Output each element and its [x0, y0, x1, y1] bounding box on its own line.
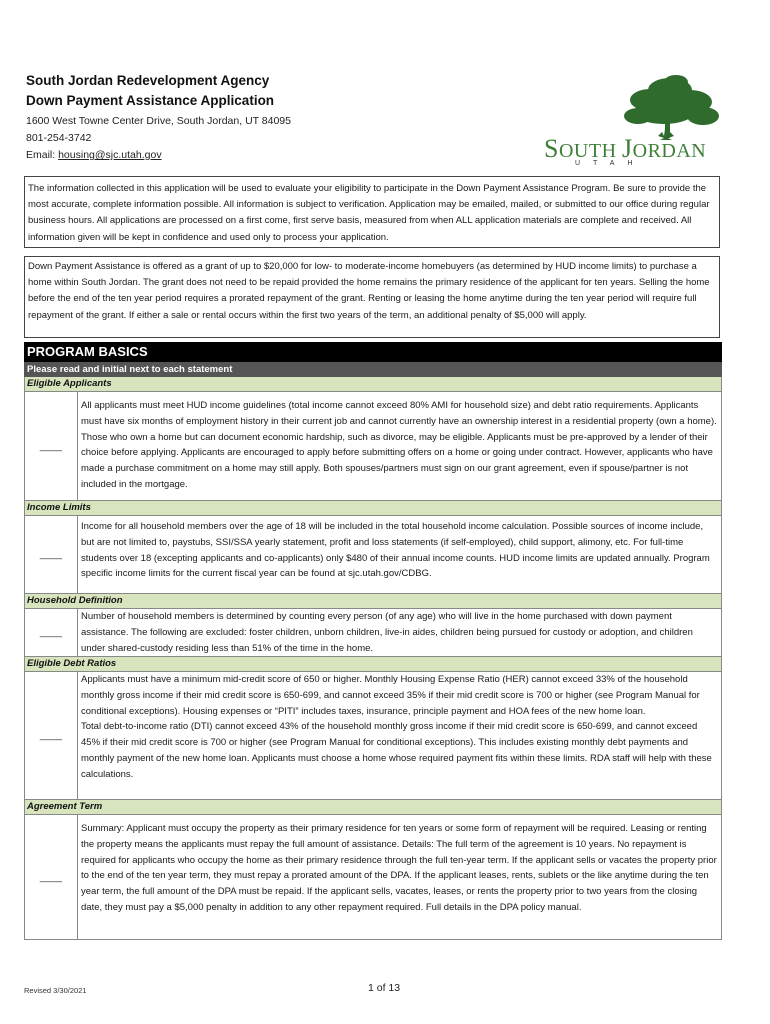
phone: 801-254-3742	[26, 132, 92, 144]
statement-row-household-definition	[24, 609, 722, 656]
statement-text: All applicants must meet HUD income guidelines (total income cannot exceed 80% AMI for household size) and debt ratio requirements. Applicants must have six months of employment history in their current job and cannot currently have an ownership interest in a residential property (own a home). Those who own a home but can document economic hardship, such as divorce, may be eligible. Applicants must be pre-approved by a lender of their choice before applying. Applicants are encouraged to apply before submitting offers on a home or going under contract. However, applicants who have made a purchase commitment on a home may still apply. Both spouses/partners must sign on our grant agreement, even if spouse/partner is not included in the mortgage.	[81, 400, 717, 490]
page-number: 1 of 13	[368, 982, 401, 994]
statement-text	[78, 672, 721, 799]
section-agreement-term: Agreement Term	[24, 799, 722, 815]
section-household-definition: Household Definition	[24, 593, 722, 609]
initial-field[interactable]: ____	[25, 672, 78, 799]
initial-field[interactable]: ____	[25, 609, 78, 656]
logo-wordmark: SOUTH JORDAN	[544, 134, 707, 163]
logo-state: UTAH	[575, 160, 646, 167]
program-basics-heading: PROGRAM BASICS	[24, 342, 722, 362]
section-eligible-applicants: Eligible Applicants	[24, 377, 722, 392]
program-basics-table	[24, 342, 722, 940]
initial-field[interactable]: ____	[25, 516, 78, 593]
address: 1600 West Towne Center Drive, South Jordan, UT 84095	[26, 115, 291, 127]
program-basics-instruction: Please read and initial next to each statement	[24, 362, 722, 377]
statement-row-eligible-applicants	[24, 392, 722, 500]
revision-date: Revised 3/30/2021	[24, 986, 87, 995]
statement-row-agreement-term	[24, 815, 722, 940]
debt-ratio-paragraph-dti: Total debt-to-income ratio (DTI) cannot exceed 43% of the household monthly gross income if their mid credit score is 650-699, and cannot exceed 45% if their mid credit score is 700 or higher (see Program Manual for conditional exceptions). This includes existing monthly debt payments and monthly payment of the new home loan. Applicants must choose a home whose required payment fits within these limits. RDA staff will help with these calculations.	[81, 721, 712, 780]
statement-row-income-limits	[24, 516, 722, 593]
section-eligible-debt-ratios: Eligible Debt Ratios	[24, 656, 722, 672]
statement-text: Income for all household members over the age of 18 will be included in the total household income calculation. Possible sources of income include, but are not limited to, paystubs, SSI/SSA yearly statement, profit and loss statements (if self-employed), child support, alimony, etc. For full-time students over 18 (excepting applicants and co-applicants) only $480 of their annual income counts. HUD income limits are updated annually. Program specific income limits for the current fiscal year can be found at sjc.utah.gov/CDBG.	[81, 521, 710, 580]
intro-box-2: Down Payment Assistance is offered as a grant of up to $20,000 for low- to moderate-income homebuyers (as determined by HUD income limits) to purchase a home within South Jordan. The grant does not need to be repaid provided the home remains the primary residence of the applicant for ten years. Selling the home before the end of the ten year period requires a prorated repayment of the grant. Renting or leasing the home anytime during the ten year period will require full repayment of the grant. If either a sale or rental occurs within the first two years of the term, an additional penalty of $5,000 will apply.	[24, 256, 720, 338]
intro-box-1: The information collected in this application will be used to evaluate your eligibility to participate in the Down Payment Assistance Program. Be sure to provide the most accurate, complete information possible. All information is subject to verification. Application may be emailed, mailed, or submitted to our office during regular business hours. All applications are processed on a first come, first serve basis, measured from when ALL application materials are complete and received. All information given will be kept in confidence and used only to process your application.	[24, 176, 720, 248]
form-title: Down Payment Assistance Application	[26, 93, 275, 108]
debt-ratio-paragraph-her: Applicants must have a minimum mid-credit score of 650 or higher. Monthly Housing Expense Ratio (HER) cannot exceed 33% of the household monthly gross income if their mid credit score is 650-699, and cannot exceed 35% if their mid credit score is 700 or higher (see Program Manual for conditional exceptions). Housing expenses or “PITI” includes taxes, insurance, principle payment and HOA fees of the new home loan.	[81, 674, 700, 717]
initial-field[interactable]: ____	[25, 392, 78, 500]
agency-title: South Jordan Redevelopment Agency	[26, 73, 270, 88]
statement-text: Summary: Applicant must occupy the property as their primary residence for ten years or some form of repayment will be required. Leasing or renting the property means the applicants must repay the full amount of assistance. Details: The full term of the agreement is 10 years. No repayment is required for applicants who occupy the home as their primary residence through the full ten-year term. If the applicant sells or vacates the property prior to the end of the ten year term, they must repay a prorated amount of the DPA. If the applicant leases, rents, sublets or the like anytime during the ten year term, the full amount of the DPA must be repaid. If the applicant sells, vacates, leases, or rents the property prior to two years from the closing date, they must pay a $5,000 penalty in addition to any other repayment required. Full details in the DPA policy manual.	[81, 823, 717, 913]
section-income-limits: Income Limits	[24, 500, 722, 516]
statement-text: Number of household members is determined by counting every person (of any age) who will live in the home purchased with down payment assistance. The following are excluded: foster children, unborn children, live-in aides, children being pursued for custody or adoption, and children under shared-custody residing less than 51% of the time in the home.	[81, 611, 693, 654]
initial-field[interactable]: ____	[25, 815, 78, 939]
email-label: Email:	[26, 149, 59, 161]
statement-row-eligible-debt-ratios	[24, 672, 722, 799]
email-link[interactable]: housing@sjc.utah.gov	[58, 149, 162, 161]
